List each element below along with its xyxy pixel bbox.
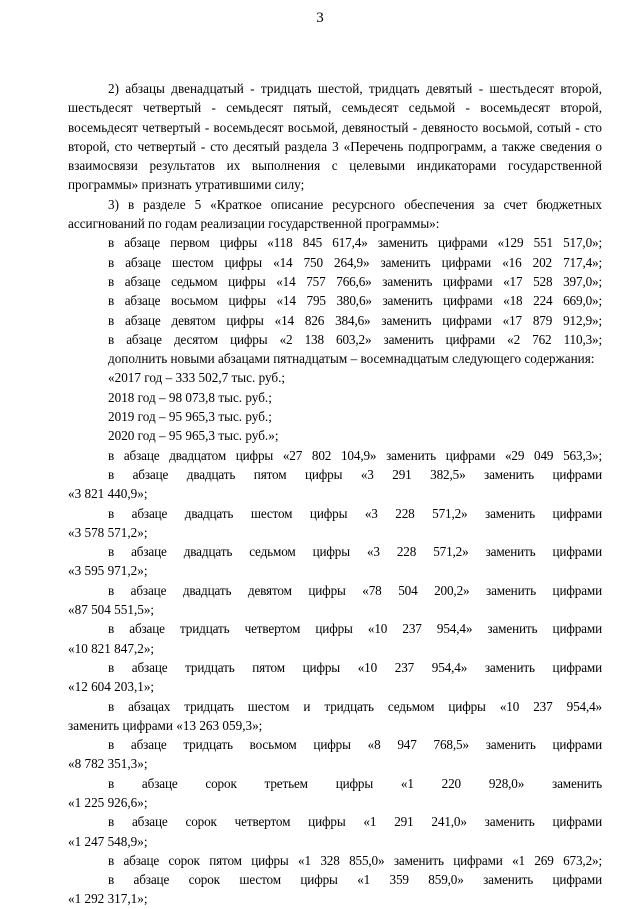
paragraph: в абзаце десятом цифры «2 138 603,2» заменить цифрами «2 762 110,3»; [108,331,602,347]
paragraph-line: в абзаце сорок третьем цифры «1 220 928,0» заменить [108,775,602,791]
paragraph-line: в абзацах тридцать шестом и тридцать седьмом цифры «10 237 954,4» [108,698,602,714]
paragraph-continuation: «12 604 203,1»; [68,679,155,695]
paragraph: дополнить новыми абзацами пятнадцатым – восемнадцатым следующего содержания: [108,351,595,367]
paragraph: в абзаце восьмом цифры «14 795 380,6» заменить цифрами «18 224 669,0»; [108,293,602,309]
paragraph-continuation: «87 504 551,5»; [68,602,155,618]
paragraph: 2) абзацы двенадцатый - тридцать шестой, тридцать девятый - шестьдесят второй, шестьдесят четвертый - семьдесят пятый, семьдесят седьмой - восемьдесят второй, восемьдесят четвертый - восемьдесят восьмой, девяностый - девяносто восьмой, сотый - сто второй, сто четвертый - сто десятый раздела 3 «Перечень подпрограмм, а также сведения о взаимосвязи результатов их выполнения с целевыми индикаторами государственной программы» признать утратившими силу; [68,81,602,193]
paragraph-continuation: «1 225 926,6»; [68,794,148,810]
paragraph: 2020 год – 95 965,3 тыс. руб.»; [108,428,279,444]
paragraph-continuation: «1 292 317,1»; [68,891,148,907]
paragraph: в абзаце сорок пятом цифры «1 328 855,0» заменить цифрами «1 269 673,2»; [108,852,602,868]
paragraph-continuation: «8 782 351,3»; [68,756,148,772]
paragraph: 3) в разделе 5 «Краткое описание ресурсного обеспечения за счет бюджетных ассигнований по годам реализации государственной программы»: [68,196,602,232]
paragraph-continuation: «3 821 440,9»; [68,486,148,502]
page-number: 3 [316,10,324,26]
paragraph-continuation: заменить цифрами «13 263 059,3»; [68,717,263,733]
paragraph-continuation: «10 821 847,2»; [68,640,155,656]
paragraph-continuation: «3 595 971,2»; [68,563,148,579]
paragraph: «2017 год – 333 502,7 тыс. руб.; [108,370,286,386]
paragraph: в абзаце седьмом цифры «14 757 766,6» заменить цифрами «17 528 397,0»; [108,273,602,289]
paragraph-line: в абзаце сорок шестом цифры «1 359 859,0» заменить цифрами [108,872,602,888]
paragraph: в абзаце двадцатом цифры «27 802 104,9» заменить цифрами «29 049 563,3»; [108,447,602,463]
paragraph-line: в абзаце тридцать четвертом цифры «10 237 954,4» заменить цифрами [108,621,602,637]
paragraph-line: в абзаце двадцать девятом цифры «78 504 200,2» заменить цифрами [108,582,602,598]
paragraph-line: в абзаце тридцать восьмом цифры «8 947 768,5» заменить цифрами [108,737,602,753]
paragraph-line: в абзаце сорок четвертом цифры «1 291 241,0» заменить цифрами [108,814,602,830]
paragraph: в абзаце шестом цифры «14 750 264,9» заменить цифрами «16 202 717,4»; [108,254,602,270]
paragraph-continuation: «3 578 571,2»; [68,524,148,540]
paragraph-line: в абзаце тридцать пятом цифры «10 237 954,4» заменить цифрами [108,659,602,675]
paragraph: в абзаце первом цифры «118 845 617,4» заменить цифрами «129 551 517,0»; [108,235,602,251]
paragraph-line: в абзаце двадцать пятом цифры «3 291 382,5» заменить цифрами [108,466,602,482]
paragraph-line: в абзаце двадцать седьмом цифры «3 228 571,2» заменить цифрами [108,544,602,560]
paragraph: в абзаце девятом цифры «14 826 384,6» заменить цифрами «17 879 912,9»; [108,312,602,328]
paragraph: 2018 год – 98 073,8 тыс. руб.; [108,389,272,405]
paragraph-line: в абзаце двадцать шестом цифры «3 228 571,2» заменить цифрами [108,505,602,521]
paragraph-continuation: «1 247 548,9»; [68,833,148,849]
paragraph: 2019 год – 95 965,3 тыс. руб.; [108,409,272,425]
document-body [68,79,602,909]
